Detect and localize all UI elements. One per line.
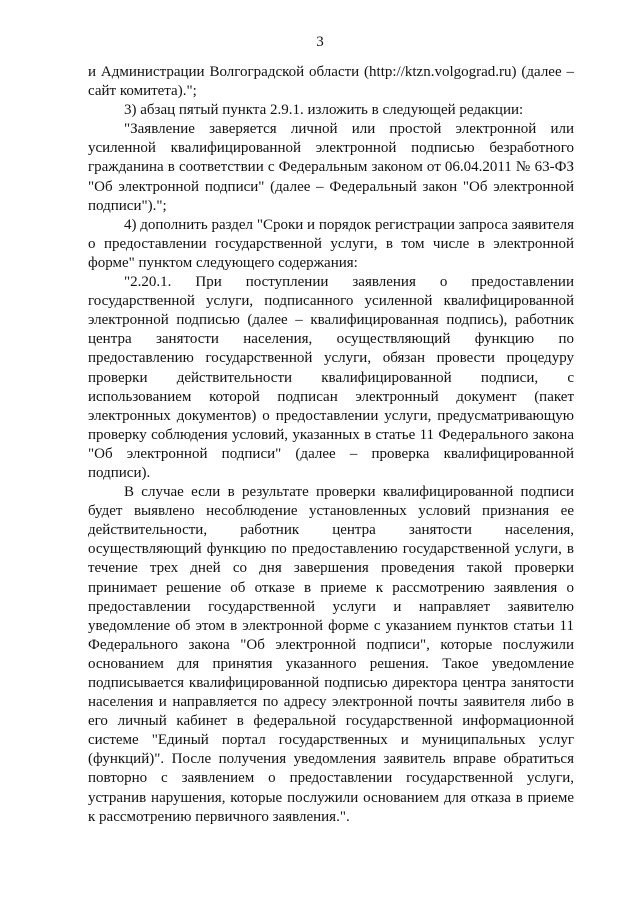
paragraph-item-3: 3) абзац пятый пункта 2.9.1. изложить в следующей редакции: <box>124 102 524 119</box>
document-body <box>88 63 574 827</box>
page-number: 3 <box>316 34 324 50</box>
paragraph-verification-failure: В случае если в результате проверки квалифицированной подписи будет выявлено несоблюдение установленных условий признания ее действительности, работник центра занятости населения, осуществляющий функцию по предоставлению государственной услуги, в течение трех дней со дня завершения проведения такой проверки принимает решение об отказе в приеме к рассмотрению заявления о предоставлении государственной услуги и направляет заявителю уведомление об этом в электронной форме с указанием пунктов статьи 11 Федерального закона "Об электронной подписи", которые послужили основанием для принятия указанного решения. Такое уведомление подписывается квалифицированной подписью директора центра занятости населения и направляется по адресу электронной почты заявителя либо в его личный кабинет в федеральной государственной информационной системе "Единый портал государственных и муниципальных услуг (функций)". После получения уведомления заявитель вправе обратиться повторно с заявлением о предоставлении государственной услуги, устранив нарушения, которые послужили основанием для отказа в приеме к рассмотрению первичного заявления.". <box>88 484 574 825</box>
paragraph-quote-signature: "Заявление заверяется личной или простой электронной или усиленной квалифицированной электронной подписью безработного гражданина в соответствии с Федеральным законом от 06.04.2011 № 63-ФЗ "Об электронной подписи" (далее – Федеральный закон "Об электронной подписи")."; <box>88 121 574 214</box>
paragraph-continuation: и Администрации Волгоградской области (http://ktzn.volgograd.ru) (далее – сайт комитета)."; <box>88 64 574 100</box>
paragraph-item-4: 4) дополнить раздел "Сроки и порядок регистрации запроса заявителя о предоставлении государственной услуги, в том числе в электронной форме" пунктом следующего содержания: <box>88 216 574 271</box>
paragraph-clause-2-20-1: "2.20.1. При поступлении заявления о предоставлении государственной услуги, подписанного усиленной квалифицированной электронной подписью (далее – квалифицированная подпись), работник центра занятости населения, осуществляющий функцию по предоставлению государственной услуги, обязан провести процедуру проверки действительности квалифицированной подписи, с использованием которой подписан электронный документ (пакет электронных документов) о предоставлении услуги, предусматривающую проверку соблюдения условий, указанных в статье 11 Федерального закона "Об электронной подписи" (далее – проверка квалифицированной подписи). <box>88 274 574 481</box>
